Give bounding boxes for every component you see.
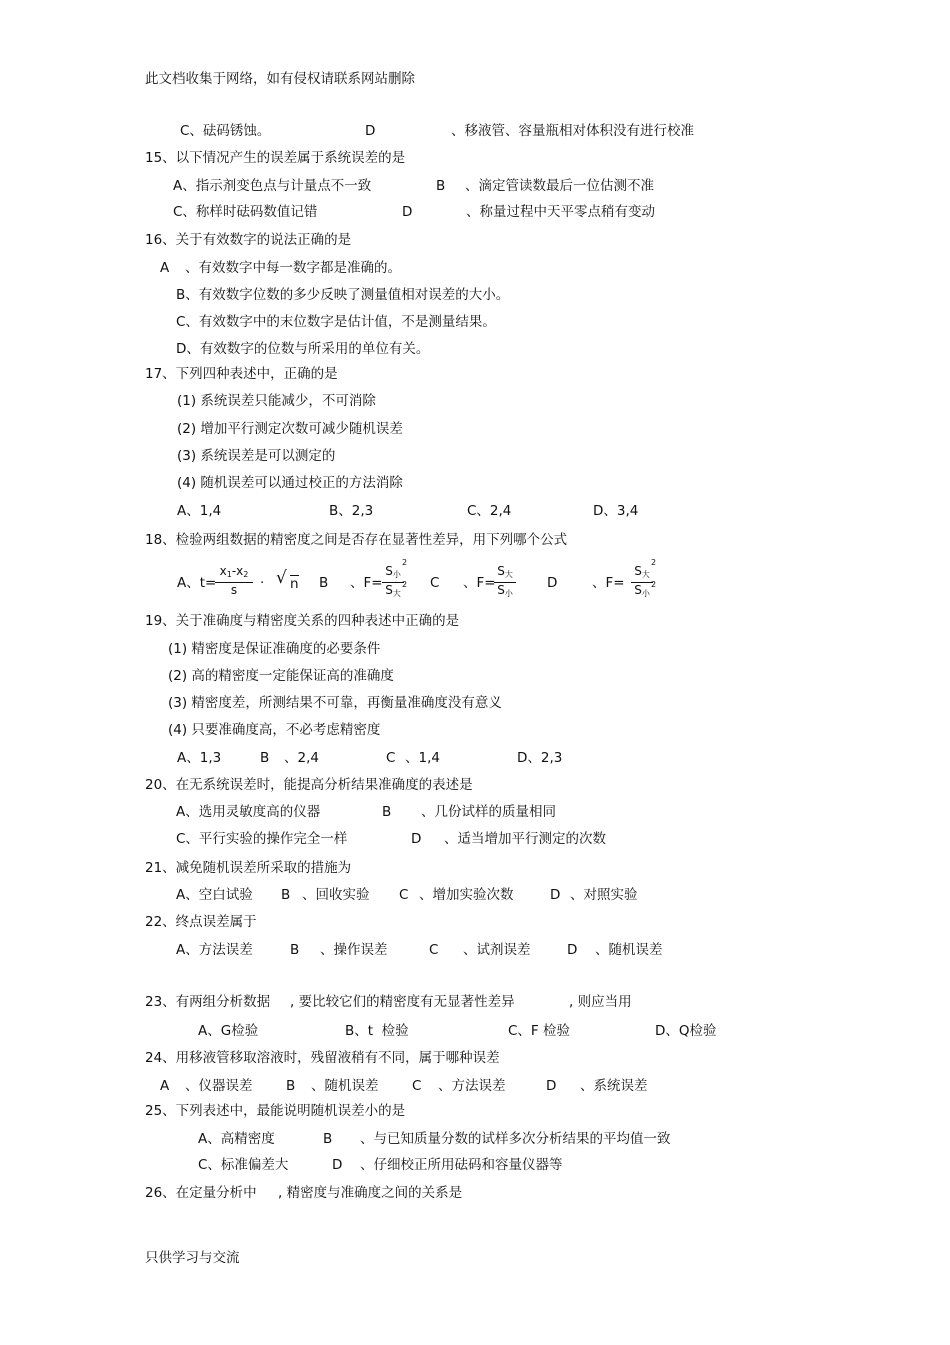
option-b-letter: B: [323, 1131, 333, 1147]
formula-d-s: S: [634, 583, 642, 597]
option-c-text: 、增加实验次数: [419, 887, 514, 903]
option-d-letter: D: [402, 204, 413, 220]
option-c-text: 、1,4: [405, 750, 440, 766]
formula-b-fraction: [382, 564, 404, 601]
option-c: C、有效数字中的末位数字是估计值，不是测量结果。: [176, 314, 496, 330]
option-c: C、2,4: [467, 503, 512, 519]
statement-2: (2) 增加平行测定次数可减少随机误差: [177, 421, 403, 437]
option-d: D、Q检验: [655, 1023, 717, 1039]
formula-d-label: 、F=: [592, 575, 625, 591]
formula-a-fraction: [215, 564, 253, 597]
question-21: 21、减免随机误差所采取的措施为: [145, 860, 352, 876]
question-18: 18、检验两组数据的精密度之间是否存在显著性差异，用下列哪个公式: [145, 532, 568, 548]
option-c-letter: C: [429, 942, 439, 958]
option-b-text: 、随机误差: [311, 1078, 379, 1094]
option-a: A、方法误差: [176, 942, 253, 958]
formula-c-letter: C: [430, 575, 440, 591]
exponent: 2: [402, 558, 408, 567]
option-a: A、选用灵敏度高的仪器: [176, 804, 321, 820]
formula-c-s: S: [497, 583, 505, 597]
option-b-text: 、与已知质量分数的试样多次分析结果的平均值一致: [360, 1131, 671, 1147]
option-b-letter: B: [286, 1078, 296, 1094]
question-19: 19、关于准确度与精密度关系的四种表述中正确的是: [145, 613, 460, 629]
option-d-text: 、仔细校正所用砝码和容量仪器等: [360, 1157, 563, 1173]
option-c-letter: C: [399, 887, 409, 903]
exponent: 2: [402, 580, 408, 589]
option-b-letter: B: [281, 887, 291, 903]
option-c: C、称样时砝码数值记错: [173, 204, 318, 220]
option-d: D、3,4: [593, 503, 639, 519]
option-b-text: 、操作误差: [320, 942, 388, 958]
page-footer: 只供学习与交流: [145, 1250, 240, 1266]
option-b-letter: B: [290, 942, 300, 958]
page-header: 此文档收集于网络，如有侵权请联系网站删除: [145, 71, 415, 87]
question-22: 22、终点误差属于: [145, 914, 257, 930]
formula-a-dot: ·: [260, 575, 265, 591]
formula-a-denominator: s: [230, 583, 238, 597]
option-d-text: 、随机误差: [595, 942, 663, 958]
option-d-letter: D: [550, 887, 561, 903]
formula-b-label: 、F=: [350, 575, 383, 591]
option-a-letter: A: [160, 1078, 170, 1094]
option-c-letter: C: [412, 1078, 422, 1094]
option-d-letter: D: [332, 1157, 343, 1173]
option-b-text: 、几份试样的质量相同: [421, 804, 556, 820]
option-a: A、空白试验: [176, 887, 253, 903]
question-23-part3: , 则应当用: [569, 994, 632, 1010]
statement-1: (1) 精密度是保证准确度的必要条件: [168, 641, 381, 657]
option-c: C、平行实验的操作完全一样: [176, 831, 348, 847]
statement-4: (4) 只要准确度高，不必考虑精密度: [168, 722, 381, 738]
option-a: A、指示剂变色点与计量点不一致: [173, 178, 372, 194]
formula-d-sub: 大: [641, 570, 650, 579]
formula-a-x: x: [219, 564, 227, 578]
option-b-text: 、回收实验: [302, 887, 370, 903]
question-26: 26、在定量分析中: [145, 1185, 257, 1201]
statement-2: (2) 高的精密度一定能保证高的准确度: [168, 668, 394, 684]
question-23-part2: , 要比较它们的精密度有无显著性差异: [290, 994, 515, 1010]
formula-a-label: A、t=: [177, 575, 217, 591]
question-24: 24、用移液管移取溶液时，残留液稍有不同，属于哪种误差: [145, 1050, 500, 1066]
option-c-letter: C: [386, 750, 396, 766]
formula-d-letter: D: [547, 575, 558, 591]
option-d-text: 、系统误差: [580, 1078, 648, 1094]
option-a: A、G检验: [198, 1023, 259, 1039]
option-b-text: 、2,4: [284, 750, 319, 766]
option-b: B、t 检验: [345, 1023, 409, 1039]
text-line: 、移液管、容量瓶相对体积没有进行校准: [451, 123, 694, 139]
formula-c-fraction: [494, 564, 516, 601]
option-d-text: 、对照实验: [570, 887, 638, 903]
option-b-text: 、滴定管读数最后一位估测不准: [465, 178, 654, 194]
option-b: B、有效数字位数的多少反映了测量值相对误差的大小。: [176, 287, 510, 303]
option-d: D、2,3: [517, 750, 563, 766]
option-a-text: 、有效数字中每一数字都是准确的。: [185, 260, 401, 276]
option-d-letter: D: [411, 831, 422, 847]
option-d-text: 、适当增加平行测定的次数: [444, 831, 606, 847]
formula-d-sub: 小: [641, 589, 650, 598]
formula-d-fraction: [631, 564, 653, 601]
question-25: 25、下列表述中，最能说明随机误差小的是: [145, 1103, 406, 1119]
option-a: A、1,3: [177, 750, 222, 766]
option-c-text: 、方法误差: [438, 1078, 506, 1094]
formula-a-minus: -x: [231, 564, 244, 578]
question-16: 16、关于有效数字的说法正确的是: [145, 232, 352, 248]
option-d-letter: D: [546, 1078, 557, 1094]
formula-b-letter: B: [319, 575, 329, 591]
question-15: 15、以下情况产生的误差属于系统误差的是: [145, 150, 406, 166]
formula-a-sub2: 2: [243, 570, 249, 579]
formula-b-s: S: [385, 583, 393, 597]
statement-3: (3) 精密度差，所测结果不可靠，再衡量准确度没有意义: [168, 695, 502, 711]
text-line: D: [365, 123, 376, 139]
question-20: 20、在无系统误差时，能提高分析结果准确度的表述是: [145, 777, 473, 793]
question-17: 17、下列四种表述中，正确的是: [145, 366, 338, 382]
sqrt-icon: √: [276, 568, 287, 588]
formula-b-sub: 小: [392, 570, 401, 579]
text-line: C、砝码锈蚀。: [180, 123, 271, 139]
option-d-letter: D: [567, 942, 578, 958]
formula-c-sub: 大: [504, 570, 513, 579]
option-b-letter: B: [436, 178, 446, 194]
option-b-letter: B: [260, 750, 270, 766]
option-b: B、2,3: [329, 503, 374, 519]
formula-b-s: S: [385, 564, 393, 578]
option-c: C、F 检验: [508, 1023, 570, 1039]
formula-d-s: S: [634, 564, 642, 578]
option-b-letter: B: [382, 804, 392, 820]
formula-a-sub1: 1: [226, 570, 232, 579]
statement-1: (1) 系统误差只能减少，不可消除: [177, 393, 376, 409]
option-a-text: 、仪器误差: [185, 1078, 253, 1094]
option-c: C、标准偏差大: [198, 1157, 289, 1173]
option-d: D、有效数字的位数与所采用的单位有关。: [176, 341, 430, 357]
statement-4: (4) 随机误差可以通过校正的方法消除: [177, 475, 403, 491]
exponent: 2: [651, 558, 657, 567]
formula-c-s: S: [497, 564, 505, 578]
formula-b-sub: 大: [392, 589, 401, 598]
formula-a-n: n: [290, 576, 299, 592]
option-c-text: 、试剂误差: [463, 942, 531, 958]
formula-c-sub: 小: [504, 589, 513, 598]
question-26-part2: , 精密度与准确度之间的关系是: [278, 1185, 463, 1201]
formula-c-label: 、F=: [463, 575, 496, 591]
statement-3: (3) 系统误差是可以测定的: [177, 448, 336, 464]
question-23: 23、有两组分析数据: [145, 994, 271, 1010]
option-a: A、高精密度: [198, 1131, 275, 1147]
exponent: 2: [651, 580, 657, 589]
option-a: A、1,4: [177, 503, 222, 519]
option-a-letter: A: [160, 260, 170, 276]
option-d-text: 、称量过程中天平零点稍有变动: [466, 204, 655, 220]
